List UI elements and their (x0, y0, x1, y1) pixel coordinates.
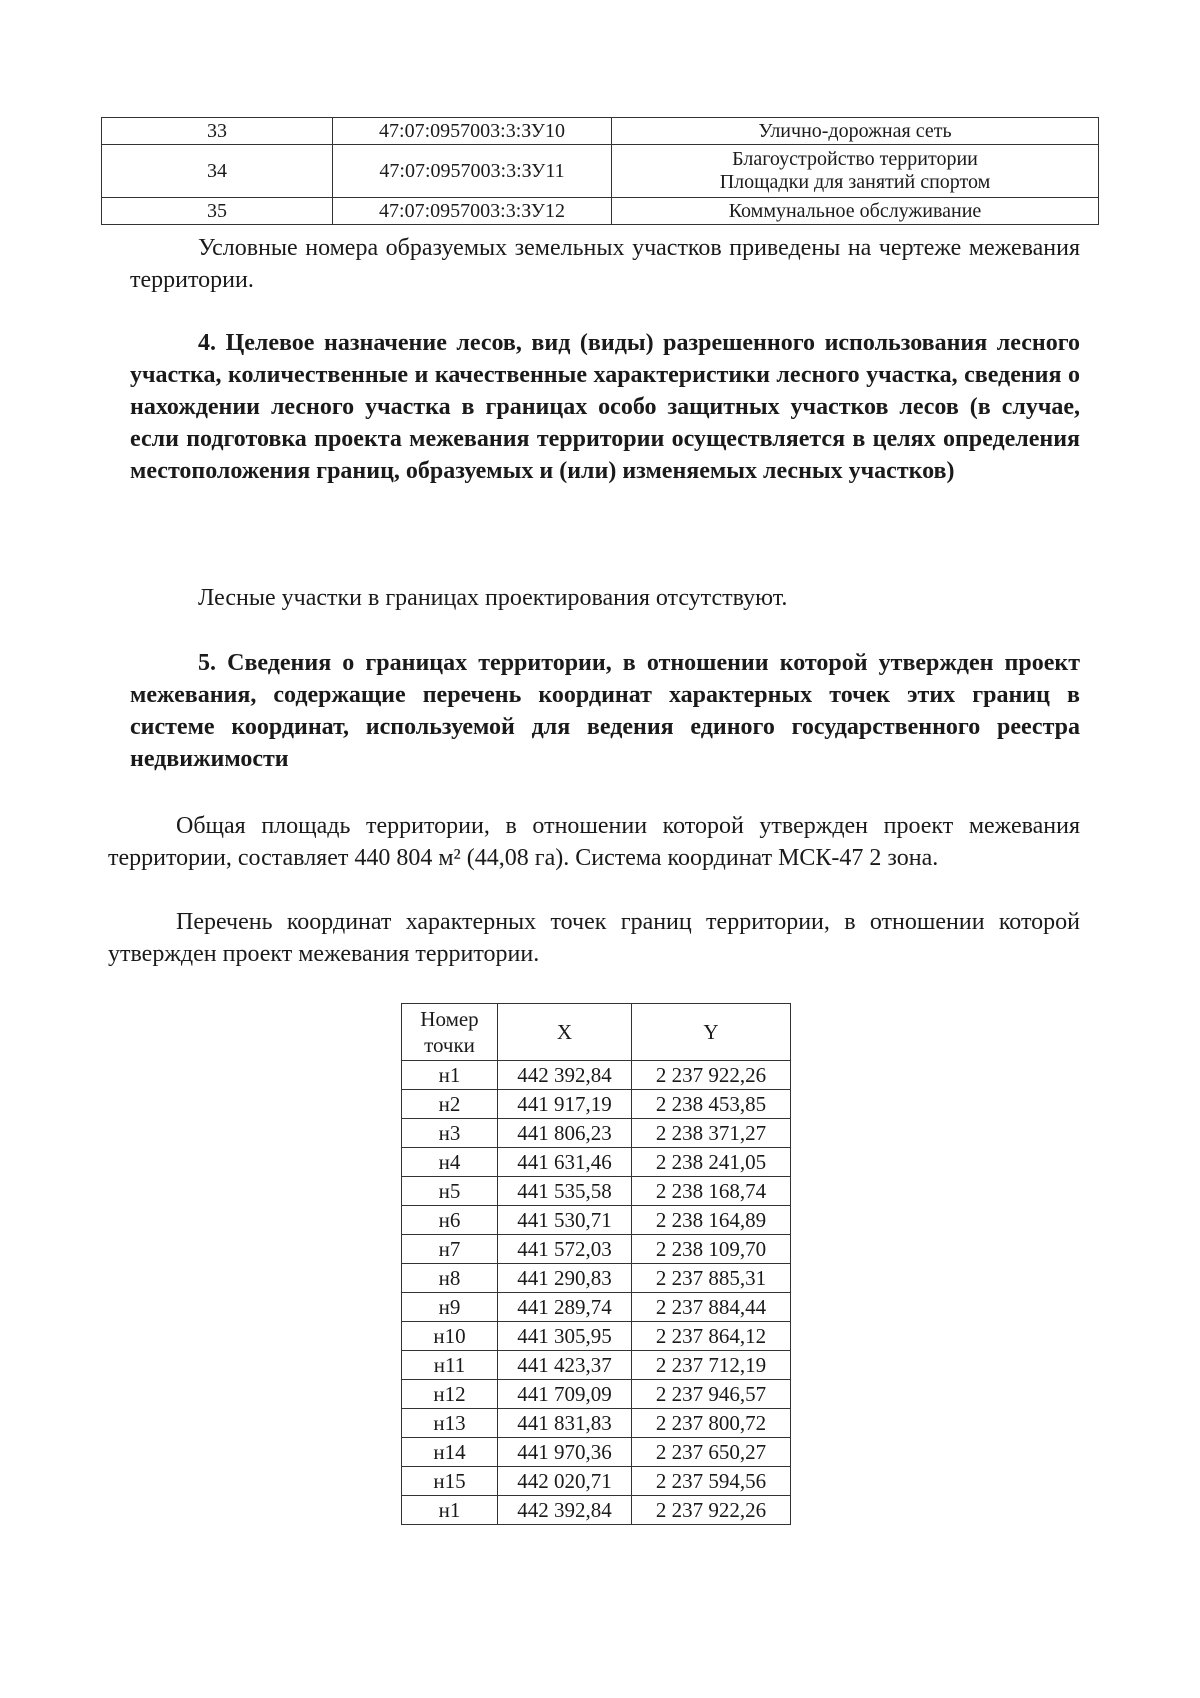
parcel-code: 47:07:0957003:3:ЗУ10 (333, 118, 612, 145)
x-coordinate-cell: 441 305,95 (498, 1322, 632, 1351)
table-row (402, 1293, 791, 1322)
y-coordinate-cell: 2 238 453,85 (632, 1090, 791, 1119)
parcel-purpose-line: Улично-дорожная сеть (758, 119, 952, 142)
parcel-purpose (612, 145, 1099, 198)
point-number-cell: н1 (402, 1061, 498, 1090)
table-row (402, 1235, 791, 1264)
table-row (402, 1206, 791, 1235)
parcel-purpose-line: Коммунальное обслуживание (728, 199, 982, 222)
table-row (402, 1409, 791, 1438)
table-row (102, 118, 1099, 145)
table-row (402, 1148, 791, 1177)
table-row (402, 1380, 791, 1409)
x-coordinate-cell: 441 631,46 (498, 1148, 632, 1177)
point-number-cell: н1 (402, 1496, 498, 1525)
y-coordinate-cell: 2 237 712,19 (632, 1351, 791, 1380)
point-number-cell: н3 (402, 1119, 498, 1148)
parcel-number: 35 (102, 198, 333, 225)
x-coordinate-cell: 441 970,36 (498, 1438, 632, 1467)
parcel-purpose-line: Благоустройство территории (732, 148, 978, 170)
table-row (402, 1177, 791, 1206)
y-coordinate-cell: 2 237 946,57 (632, 1380, 791, 1409)
coordinate-list-intro: Перечень координат характерных точек границ территории, в отношении которой утвержден проект межевания территории. (108, 909, 1080, 967)
table-row (402, 1264, 791, 1293)
point-number-cell: н6 (402, 1206, 498, 1235)
parcel-purpose-line: Площадки для занятий спортом (719, 171, 991, 193)
y-coordinate-cell: 2 238 168,74 (632, 1177, 791, 1206)
table-row (402, 1090, 791, 1119)
x-header: X (498, 1004, 632, 1061)
coordinate-table-body (402, 1061, 791, 1525)
parcel-code: 47:07:0957003:3:ЗУ12 (333, 198, 612, 225)
table-row (402, 1467, 791, 1496)
parcel-number: 33 (102, 118, 333, 145)
section-4-text: Лесные участки в границах проектирования отсутствуют. (198, 585, 788, 611)
table-header-row (402, 1004, 791, 1061)
point-number-cell: н8 (402, 1264, 498, 1293)
x-coordinate-cell: 441 709,09 (498, 1380, 632, 1409)
point-number-cell: н9 (402, 1293, 498, 1322)
section-5-heading: 5. Сведения о границах территории, в отношении которой утвержден проект межевания, содержащие перечень координат характерных точек этих границ в системе координат, используемой для ведения единого государственного реестра недвижимости (130, 650, 1080, 772)
table-row (402, 1351, 791, 1380)
point-number-cell: н13 (402, 1409, 498, 1438)
y-coordinate-cell: 2 237 800,72 (632, 1409, 791, 1438)
parcel-purpose (612, 198, 1099, 225)
point-number-header-line1: Номер (420, 1007, 479, 1031)
point-number-cell: н15 (402, 1467, 498, 1496)
x-coordinate-cell: 442 392,84 (498, 1496, 632, 1525)
table-row (402, 1061, 791, 1090)
y-header: Y (632, 1004, 791, 1061)
y-coordinate-cell: 2 237 594,56 (632, 1467, 791, 1496)
y-coordinate-cell: 2 237 885,31 (632, 1264, 791, 1293)
parcel-purpose (612, 118, 1099, 145)
y-coordinate-cell: 2 237 864,12 (632, 1322, 791, 1351)
x-coordinate-cell: 441 535,58 (498, 1177, 632, 1206)
y-coordinate-cell: 2 238 371,27 (632, 1119, 791, 1148)
y-coordinate-cell: 2 238 109,70 (632, 1235, 791, 1264)
x-coordinate-cell: 441 289,74 (498, 1293, 632, 1322)
point-number-cell: н10 (402, 1322, 498, 1351)
table-row (402, 1438, 791, 1467)
x-coordinate-cell: 441 530,71 (498, 1206, 632, 1235)
point-number-cell: н12 (402, 1380, 498, 1409)
parcel-table (101, 117, 1099, 225)
point-number-header (402, 1004, 498, 1061)
x-coordinate-cell: 442 020,71 (498, 1467, 632, 1496)
x-coordinate-cell: 441 423,37 (498, 1351, 632, 1380)
table-row (402, 1119, 791, 1148)
point-number-cell: н5 (402, 1177, 498, 1206)
point-number-cell: н2 (402, 1090, 498, 1119)
parcel-code: 47:07:0957003:3:ЗУ11 (333, 145, 612, 198)
x-coordinate-cell: 441 831,83 (498, 1409, 632, 1438)
y-coordinate-cell: 2 237 922,26 (632, 1496, 791, 1525)
point-number-header-line2: точки (424, 1033, 475, 1057)
y-coordinate-cell: 2 237 884,44 (632, 1293, 791, 1322)
parcel-note: Условные номера образуемых земельных участков приведены на чертеже межевания территории. (130, 235, 1080, 293)
y-coordinate-cell: 2 237 650,27 (632, 1438, 791, 1467)
table-row (102, 198, 1099, 225)
y-coordinate-cell: 2 238 164,89 (632, 1206, 791, 1235)
point-number-cell: н11 (402, 1351, 498, 1380)
parcel-number: 34 (102, 145, 333, 198)
y-coordinate-cell: 2 237 922,26 (632, 1061, 791, 1090)
y-coordinate-cell: 2 238 241,05 (632, 1148, 791, 1177)
point-number-cell: н7 (402, 1235, 498, 1264)
section-4-heading: 4. Целевое назначение лесов, вид (виды) разрешенного использования лесного участка, количественные и качественные характеристики лесного участка, сведения о нахождении лесного участка в границах особо защитных участков лесов (в случае, если подготовка проекта межевания территории осуществляется в целях определения местоположения границ, образуемых и (или) изменяемых лесных участков) (130, 330, 1080, 484)
coordinate-table (401, 1003, 791, 1525)
x-coordinate-cell: 441 806,23 (498, 1119, 632, 1148)
x-coordinate-cell: 442 392,84 (498, 1061, 632, 1090)
x-coordinate-cell: 441 290,83 (498, 1264, 632, 1293)
table-row (402, 1322, 791, 1351)
point-number-cell: н14 (402, 1438, 498, 1467)
x-coordinate-cell: 441 917,19 (498, 1090, 632, 1119)
point-number-cell: н4 (402, 1148, 498, 1177)
area-text: Общая площадь территории, в отношении которой утвержден проект межевания территории, составляет 440 804 м² (44,08 га). Система координат МСК-47 2 зона. (108, 813, 1080, 871)
table-row (402, 1496, 791, 1525)
x-coordinate-cell: 441 572,03 (498, 1235, 632, 1264)
table-row (102, 145, 1099, 198)
